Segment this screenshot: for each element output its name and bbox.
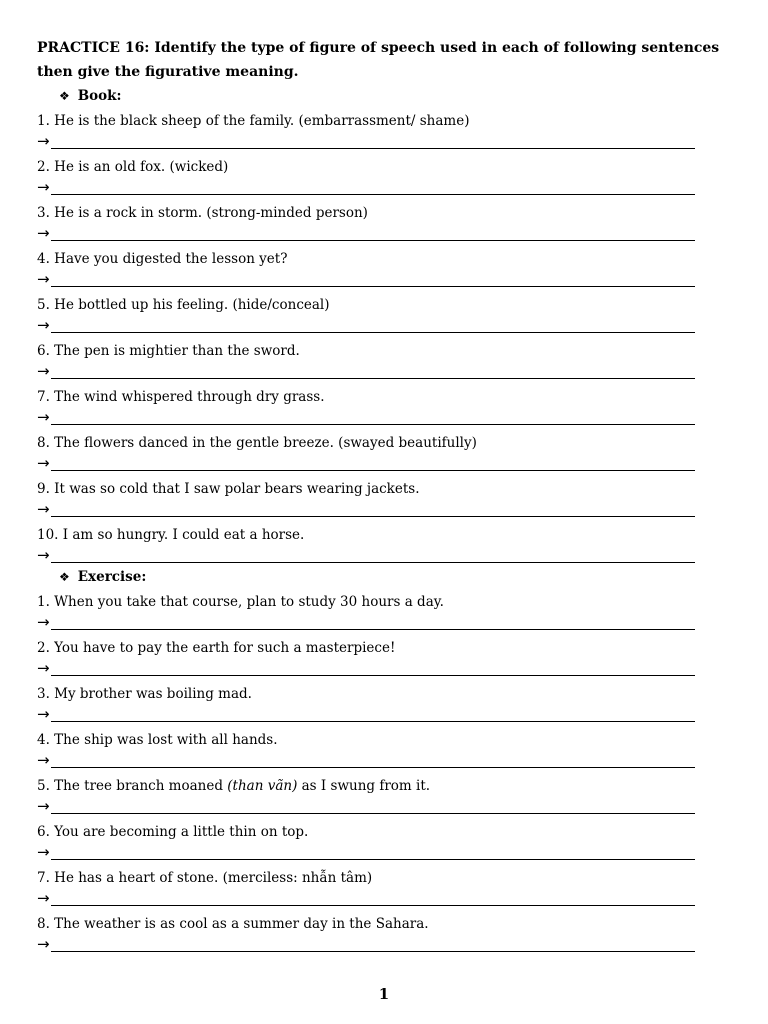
answer-line[interactable]: [37, 360, 737, 382]
answer-blank[interactable]: [51, 502, 695, 517]
answer-line[interactable]: [37, 795, 737, 817]
arrow-right-icon: →: [37, 408, 50, 426]
arrow-right-icon: →: [37, 889, 50, 907]
vietnamese-gloss: (than vãn): [227, 778, 298, 794]
answer-line[interactable]: [37, 703, 737, 725]
exercise-section-heading: [59, 567, 737, 587]
book-question-list: [37, 106, 737, 566]
arrow-right-icon: →: [37, 659, 50, 677]
answer-line[interactable]: [37, 176, 737, 198]
answer-line[interactable]: [37, 406, 737, 428]
arrow-right-icon: →: [37, 224, 50, 242]
answer-blank[interactable]: [51, 615, 695, 630]
answer-line[interactable]: [37, 887, 737, 909]
answer-blank[interactable]: [51, 318, 695, 333]
arrow-right-icon: →: [37, 705, 50, 723]
worksheet-page: [37, 36, 737, 955]
answer-line[interactable]: [37, 452, 737, 474]
question-sentence: 7. He has a heart of stone. (merciless: nhẫn tâm): [37, 870, 373, 886]
worksheet-title: PRACTICE 16: Identify the type of figure of speech used in each of following sentences then give the figurative meaning.: [37, 40, 720, 80]
sentence-text: 5. The tree branch moaned: [37, 778, 228, 794]
answer-blank[interactable]: [51, 845, 695, 860]
answer-line[interactable]: [37, 611, 737, 633]
book-section-heading: [59, 86, 737, 106]
question-sentence: 1. When you take that course, plan to study 30 hours a day.: [37, 594, 444, 610]
question-sentence: 10. I am so hungry. I could eat a horse.: [37, 527, 305, 543]
question-sentence: 3. He is a rock in storm. (strong-minded person): [37, 205, 368, 221]
answer-blank[interactable]: [51, 661, 695, 676]
answer-line[interactable]: [37, 544, 737, 566]
arrow-right-icon: →: [37, 132, 50, 150]
question-sentence: 4. Have you digested the lesson yet?: [37, 251, 288, 267]
arrow-right-icon: →: [37, 546, 50, 564]
answer-line[interactable]: [37, 314, 737, 336]
arrow-right-icon: →: [37, 613, 50, 631]
question-sentence: 4. The ship was lost with all hands.: [37, 732, 278, 748]
question-sentence: 2. He is an old fox. (wicked): [37, 159, 229, 175]
answer-blank[interactable]: [51, 180, 695, 195]
question-sentence: 7. The wind whispered through dry grass.: [37, 389, 325, 405]
answer-blank[interactable]: [51, 134, 695, 149]
page-number: 1: [378, 985, 390, 1003]
answer-blank[interactable]: [51, 799, 695, 814]
arrow-right-icon: →: [37, 751, 50, 769]
answer-blank[interactable]: [51, 548, 695, 563]
question-sentence: 3. My brother was boiling mad.: [37, 686, 252, 702]
question-sentence: 8. The weather is as cool as a summer day in the Sahara.: [37, 916, 429, 932]
arrow-right-icon: →: [37, 454, 50, 472]
answer-line[interactable]: [37, 498, 737, 520]
answer-blank[interactable]: [51, 272, 695, 287]
question-sentence: 5. He bottled up his feeling. (hide/conceal): [37, 297, 330, 313]
answer-blank[interactable]: [51, 410, 695, 425]
answer-blank[interactable]: [51, 937, 695, 952]
sentence-text: as I swung from it.: [297, 778, 431, 794]
answer-line[interactable]: [37, 130, 737, 152]
answer-blank[interactable]: [51, 456, 695, 471]
question-sentence: 2. You have to pay the earth for such a masterpiece!: [37, 640, 396, 656]
answer-blank[interactable]: [51, 891, 695, 906]
diamond-bullet-icon: ❖: [59, 570, 70, 584]
question-sentence: 6. You are becoming a little thin on top.: [37, 824, 309, 840]
answer-blank[interactable]: [51, 707, 695, 722]
question-sentence: 9. It was so cold that I saw polar bears wearing jackets.: [37, 481, 420, 497]
question-sentence: 1. He is the black sheep of the family. (embarrassment/ shame): [37, 113, 470, 129]
exercise-question-list: [37, 587, 737, 955]
arrow-right-icon: →: [37, 316, 50, 334]
diamond-bullet-icon: ❖: [59, 89, 70, 103]
exercise-heading-label: Exercise:: [77, 569, 147, 585]
arrow-right-icon: →: [37, 797, 50, 815]
question-sentence: 8. The flowers danced in the gentle breeze. (swayed beautifully): [37, 435, 477, 451]
question-sentence: [37, 771, 737, 795]
book-heading-label: Book:: [77, 88, 122, 104]
arrow-right-icon: →: [37, 362, 50, 380]
arrow-right-icon: →: [37, 935, 50, 953]
question-sentence: 6. The pen is mightier than the sword.: [37, 343, 300, 359]
arrow-right-icon: →: [37, 270, 50, 288]
answer-blank[interactable]: [51, 753, 695, 768]
answer-blank[interactable]: [51, 226, 695, 241]
answer-line[interactable]: [37, 841, 737, 863]
arrow-right-icon: →: [37, 500, 50, 518]
answer-blank[interactable]: [51, 364, 695, 379]
arrow-right-icon: →: [37, 178, 50, 196]
arrow-right-icon: →: [37, 843, 50, 861]
answer-line[interactable]: [37, 657, 737, 679]
answer-line[interactable]: [37, 268, 737, 290]
answer-line[interactable]: [37, 933, 737, 955]
answer-line[interactable]: [37, 222, 737, 244]
answer-line[interactable]: [37, 749, 737, 771]
